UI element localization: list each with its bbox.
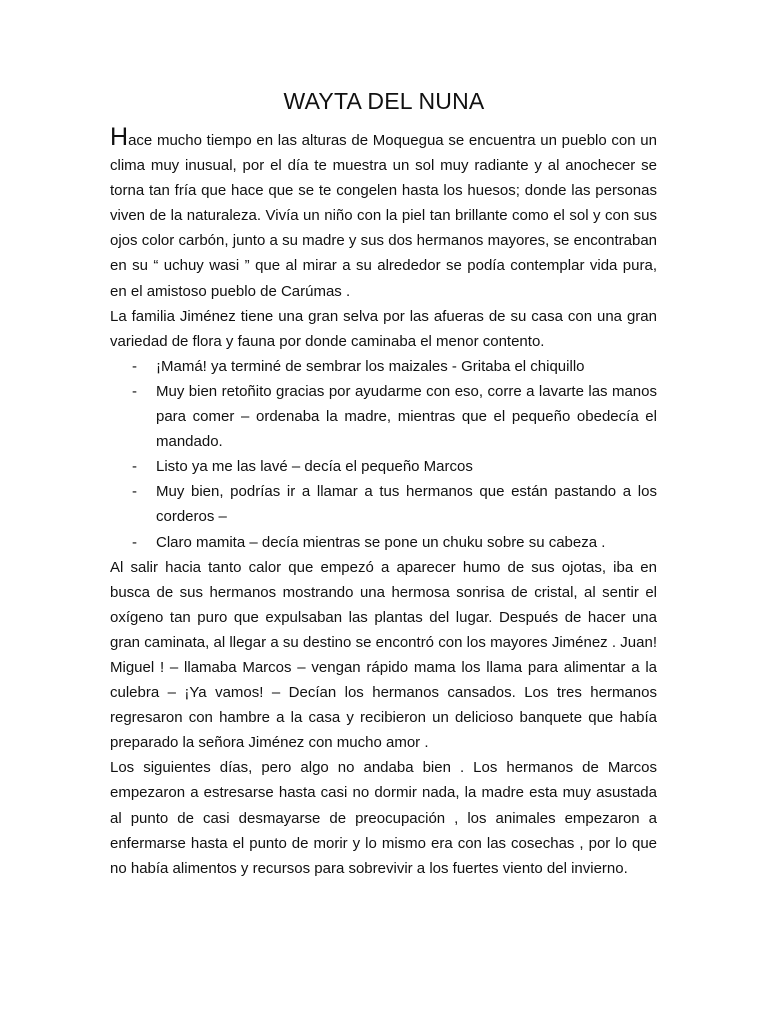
list-dash: - [132,533,137,551]
drop-cap: H [110,123,129,151]
dialogue-item [110,479,657,529]
dialogue-text: Muy bien retoñito gracias por ayudarme con eso, corre a lavarte las manos para comer – ordenaba la madre, mientras que el pequeño obedecía el mandado. [156,382,657,451]
dialogue-list [110,354,657,555]
dialogue-item [110,454,657,479]
dialogue-item [110,354,657,379]
dialogue-text: Muy bien, podrías ir a llamar a tus hermanos que están pastando a los corderos – [156,483,657,526]
dialogue-text: Claro mamita – decía mientras se pone un chuku sobre su cabeza . [156,533,606,551]
list-dash: - [132,357,137,375]
paragraph-1-text: ace mucho tiempo en las alturas de Moquegua se encuentra un pueblo con un clima muy inusual, por el día te muestra un sol muy radiante y al anochecer se torna tan fría que hace que se te congelen hasta los huesos; donde las personas viven de la naturaleza. Vivía un niño con la piel tan brillante como el sol y con sus ojos color carbón, junto a su madre y sus dos hermanos mayores, se encontraban en su “ uchuy wasi ” que al mirar a su alrededor se podía contemplar vida pura, en el amistoso pueblo de Carúmas . [110,132,657,300]
paragraph-4: Los siguientes días, pero algo no andaba bien . Los hermanos de Marcos empezaron a estresarse hasta casi no dormir nada, la madre esta muy asustada al punto de casi desmayarse de preocupación , los animales empezaron a enfermarse hasta el punto de morir y lo mismo era con las cosechas , por lo que no había alimentos y recursos para sobrevivir a los fuertes viento del invierno. [110,759,657,877]
dialogue-item [110,379,657,454]
document-body [110,123,657,881]
dialogue-item [110,530,657,555]
paragraph-1 [110,123,657,304]
list-dash: - [132,458,137,476]
paragraph-2: La familia Jiménez tiene una gran selva por las afueras de su casa con una gran variedad de flora y fauna por donde caminaba el menor contento. [110,307,657,350]
dialogue-text: ¡Mamá! ya terminé de sembrar los maizales - Gritaba el chiquillo [156,357,585,375]
dialogue-text: Listo ya me las lavé – decía el pequeño Marcos [156,458,473,476]
paragraph-3: Al salir hacia tanto calor que empezó a aparecer humo de sus ojotas, iba en busca de sus hermanos mostrando una hermosa sonrisa de cristal, al sentir el oxígeno tan puro que expulsaban las plantas del lugar. Después de hacer una gran caminata, al llegar a su destino se encontró con los mayores Jiménez . Juan! Miguel ! – llamaba Marcos – vengan rápido mama los llama para alimentar a la culebra – ¡Ya vamos! – Decían los hermanos cansados. Los tres hermanos regresaron con hambre a la casa y recibieron un delicioso banquete que había preparado la señora Jiménez con mucho amor . [110,558,657,752]
document-title: WAYTA DEL NUNA [283,88,485,114]
list-dash: - [132,483,137,501]
list-dash: - [132,382,137,400]
